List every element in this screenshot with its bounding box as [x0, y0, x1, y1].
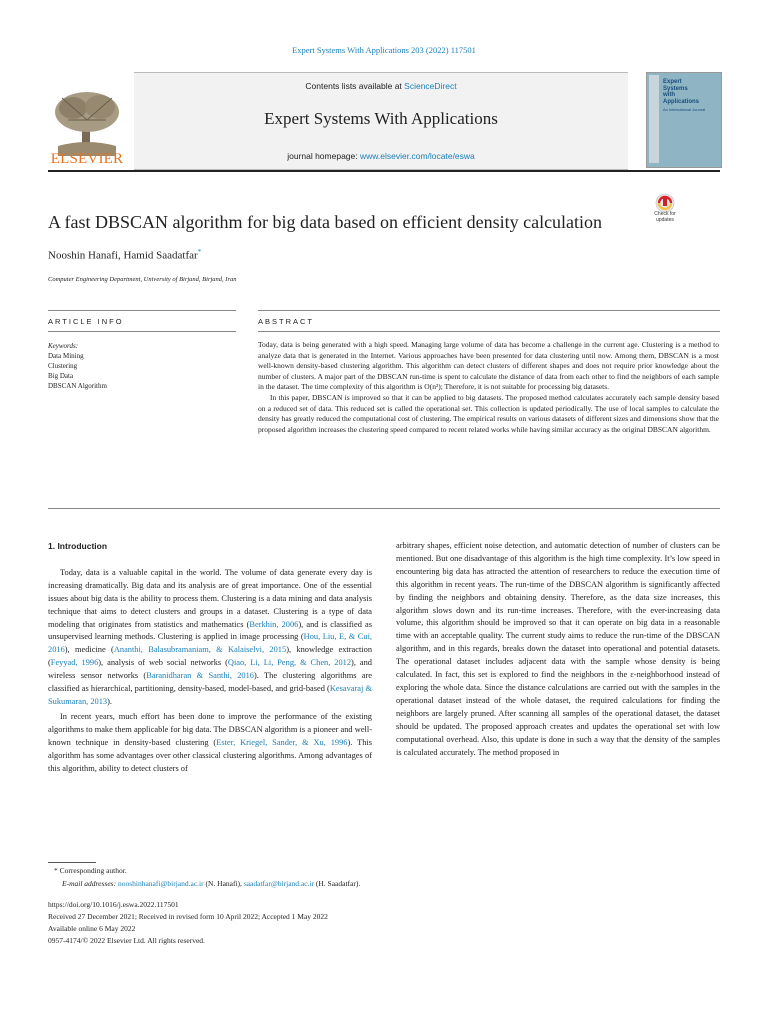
keyword: Clustering	[48, 362, 78, 370]
cover-subtitle: An International Journal	[663, 107, 706, 112]
section-heading-introduction: 1. Introduction	[48, 541, 108, 551]
reference-link[interactable]: Ananthi, Balasubramaniam, & Kalaiselvi, 2015	[113, 645, 287, 655]
article-info-top-rule	[48, 310, 236, 311]
email-label: E-mail addresses:	[62, 879, 118, 888]
keyword: Big Data	[48, 372, 74, 380]
check-updates-icon	[648, 193, 682, 213]
cover-strip	[649, 75, 659, 163]
journal-cover-thumbnail[interactable]	[646, 72, 722, 168]
copyright: 0957-4174/© 2022 Elsevier Ltd. All rights reserved.	[48, 936, 205, 945]
reference-link[interactable]: Qiao, Li, Li, Peng, & Chen, 2012	[227, 658, 352, 668]
corresponding-author-mark[interactable]: *	[197, 248, 202, 256]
journal-header	[48, 72, 628, 168]
body-right-column	[396, 540, 720, 759]
body-left-column	[48, 540, 372, 775]
author-separator: ,	[117, 249, 124, 262]
abstract-paragraph-1: Today, data is being generated with a high speed. Managing large volume of data has become a challenge in the current age. Clustering is a method to analyze data that is generated in the Internet. Various approaches have been presented for data clustering until now. Among them, DBSCAN is a most well-known density-based clustering algorithm. This algorithm can detect clusters of different shapes and does not require prior knowledge about the number of clusters. A major part of the DBSCAN run-time is spent to calculate the distance of data from each other to find the neighbors of each sample in the dataset. The time complexity of this algorithm is O(n²); Therefore, it is not suitable for processing big datasets.	[258, 340, 719, 392]
reference-link[interactable]: Kesavaraj & Sukumaran, 2013	[48, 684, 372, 706]
author-1[interactable]: Nooshin Hanafi	[48, 249, 118, 262]
intro-paragraph-1: Today, data is a valuable capital in the world. The volume of data generate every day is increasing dramatically. Big data and its analysis are of great importance. One of the essential issues about big data is the ability to process them. Clustering is a data mining and data analysis technique that aims to detect clusters and groups in a dataset. Clustering is a type of data modeling that originates from statistics and mathematics (Berkhin, 2006), and is classified as unsupervised learning methods. Clustering is applied in image processing (Hou, Liu, E, & Cui, 2016), medicine (Ananthi, Balasubramaniam, & Kalaiselvi, 2015), knowledge extraction (Feyyad, 1996), analysis of web social networks (Qiao, Li, Li, Peng, & Chen, 2012), and wireless sensor networks (Baranidharan & Santhi, 2016). The clustering algorithms are classified as hierarchical, partitioning, density-based, model-based, and grid-based (Kesavaraj & Sukumaran, 2013).	[48, 567, 373, 706]
email-addresses: E-mail addresses: nooshinhanafi@birjand.ac.ir (N. Hanafi), saadatfar@birjand.ac.ir (H. Saadatfar).	[62, 879, 361, 888]
reference-link[interactable]: Berkhin, 2006	[249, 619, 299, 629]
publisher-logo: ELSEVIER	[50, 151, 124, 167]
keywords-block	[48, 341, 107, 391]
article-info-header: ARTICLE INFO	[48, 317, 124, 326]
email-link-2[interactable]: saadatfar@birjand.ac.ir	[243, 879, 315, 888]
article-title: A fast DBSCAN algorithm for big data based on efficient density calculation	[48, 212, 603, 232]
corresponding-author-note: * Corresponding author.	[54, 866, 127, 875]
reference-link[interactable]: Feyyad, 1996	[50, 658, 99, 668]
sciencedirect-link[interactable]: ScienceDirect	[404, 81, 457, 91]
reference-link[interactable]: Baranidharan & Santhi, 2016	[146, 671, 254, 681]
abstract-top-rule	[258, 310, 720, 311]
contents-prefix: Contents lists available at	[305, 81, 405, 91]
received-dates: Received 27 December 2021; Received in revised form 10 April 2022; Accepted 1 May 2022	[48, 912, 328, 921]
article-info-mid-rule	[48, 331, 236, 332]
author-2[interactable]: Hamid Saadatfar	[123, 249, 198, 262]
abstract-mid-rule	[258, 331, 720, 332]
author-list	[48, 248, 201, 262]
reference-link[interactable]: Ester, Kriegel, Sander, & Xu, 1996	[216, 737, 348, 747]
journal-banner	[134, 72, 628, 170]
header-rule	[48, 170, 720, 172]
homepage-link[interactable]: www.elsevier.com/locate/eswa	[359, 151, 475, 161]
reference-link[interactable]: Hou, Liu, E, & Cui, 2016	[48, 632, 372, 655]
email-link-1[interactable]: nooshinhanafi@birjand.ac.ir	[117, 879, 204, 888]
contents-line	[134, 81, 628, 91]
keyword: Data Mining	[48, 352, 84, 360]
check-for-updates-badge[interactable]	[648, 193, 682, 233]
cover-title: Expert Systems with Applications An International Journal	[663, 79, 706, 112]
abstract-bottom-rule	[48, 508, 720, 509]
available-online: Available online 6 May 2022	[48, 924, 136, 933]
keywords-label: Keywords:	[48, 342, 79, 350]
abstract-paragraph-2: In this paper, DBSCAN is improved so that it can be applied to big datasets. The proposed method calculates accurately each sample density based on a reduced set of data. This reduced set is called the operational set. This collection is updated periodically. The use of local samples to calculate the density has greatly reduced the computational cost of clustering. The empirical results on various datasets of different sizes and dimensions show that the proposed algorithm increases the clustering speed compared to recent related works while having similar accuracy as the original DBSCAN algorithm.	[258, 392, 719, 434]
journal-homepage	[134, 151, 628, 161]
journal-name: Expert Systems With Applications	[264, 109, 498, 128]
abstract-header: ABSTRACT	[258, 317, 315, 326]
doi-link[interactable]: https://doi.org/10.1016/j.eswa.2022.117501	[48, 900, 179, 909]
affiliation: Computer Engineering Department, University of Birjand, Birjand, Iran	[48, 276, 237, 283]
intro-paragraph-2-continued: arbitrary shapes, efficient noise detection, and automatic detection of number of clusters can be mentioned. But one disadvantage of this algorithm is the high time complexity. It’s low speed in encountering big data has attracted the attention of researchers to reduce the execution time of this algorithm in recent years. The run-time of the DBSCAN algorithm is significantly affected by finding the neighbors and obtaining density. Therefore, as the data size increases, this algorithm slows down and its run-time increases. Therefore, with the ever-increasing data volume, this algorithm should be improved so that it can operate on big data in a reasonable time with an acceptable quality. The current study aims to reduce the run-time of the DBSCAN algorithm, and in this regards, breaks down the dataset into operational and potential datasets. The operational dataset includes adjacent data with the sample whose density is being calculated. In fact, this set is explored to find the neighbors in the ε-neighborhood instead of exploring the whole data. Since the distance calculations are carried out with the samples in the operational dataset instead of the whole dataset, the required calculations for finding the neighbors are largely pruned. After scanning all samples of the operational dataset, the dataset should be updated. The proposed approach creates and updates the operational set with low computational overhead. Also, this update is done in such a way that the density of the samples is calculated accurately. The method proposed in	[396, 541, 720, 757]
journal-citation[interactable]: Expert Systems With Applications 203 (2022) 117501	[292, 45, 476, 55]
check-updates-text: Check for updates	[654, 211, 676, 223]
footnote-rule	[48, 862, 96, 863]
intro-paragraph-2: In recent years, much effort has been done to improve the performance of the existing algorithms to make them applicable for big data. The DBSCAN algorithm is a pioneer and well-known technique in density-based clustering (Ester, Kriegel, Sander, & Xu, 1996). This algorithm has some advantages over other classical clustering algorithms. Among advantages of this algorithm, ability to detect clusters of	[48, 711, 373, 773]
keyword: DBSCAN Algorithm	[48, 382, 107, 390]
homepage-prefix: journal homepage:	[287, 151, 360, 161]
abstract-text	[258, 340, 719, 435]
